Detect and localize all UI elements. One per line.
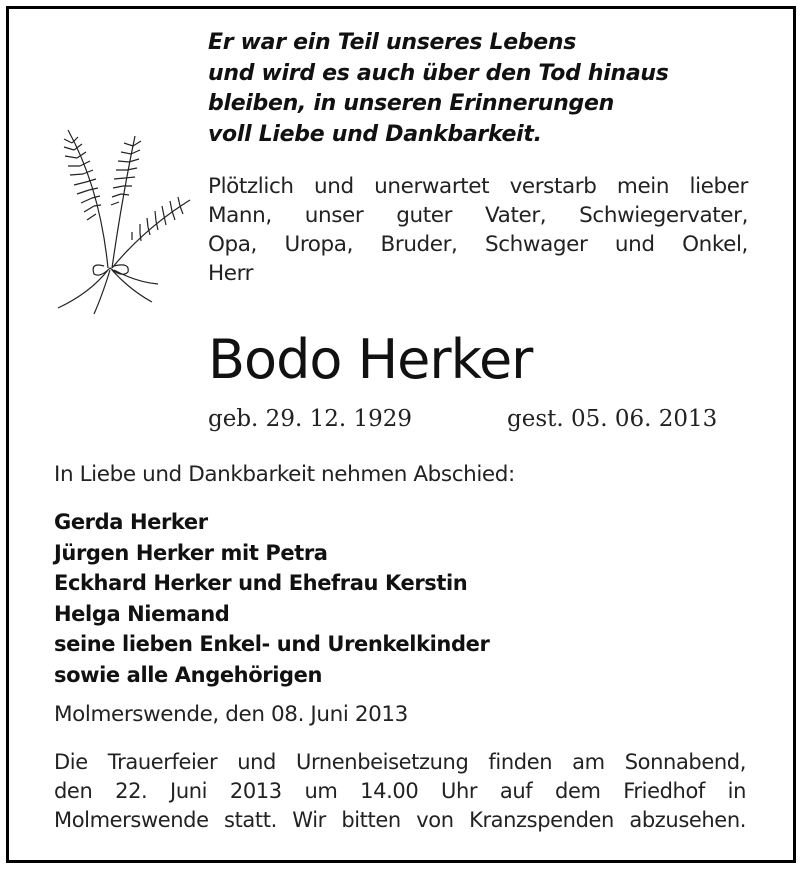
quote-line: Er war ein Teil unseres Lebens — [208, 30, 577, 55]
mourner-name: seine lieben Enkel- und Urenkelkinder — [54, 632, 490, 656]
birth-date: geb. 29. 12. 1929 — [208, 406, 412, 432]
mourners-list — [54, 507, 489, 690]
fern-icon — [40, 118, 210, 318]
death-date: gest. 05. 06. 2013 — [507, 406, 718, 432]
death-announcement — [208, 172, 748, 288]
place-and-date: Molmerswende, den 08. Juni 2013 — [54, 702, 408, 727]
farewell-heading: In Liebe und Dankbarkeit nehmen Abschied: — [54, 462, 515, 487]
announcement-line: Opa, Uropa, Bruder, Schwager und Onkel, — [208, 232, 748, 257]
mourner-name: Helga Niemand — [54, 601, 230, 626]
announcement-line: Plötzlich und unerwartet verstarb mein lieber — [208, 174, 748, 199]
memorial-quote — [208, 28, 669, 150]
deceased-name: Bodo Herker — [208, 328, 533, 391]
quote-line: und wird es auch über den Tod hinaus — [208, 60, 669, 86]
announcement-line: Herr — [208, 261, 254, 286]
mourner-name: sowie alle Angehörigen — [54, 662, 323, 687]
quote-line: bleiben, in unseren Erinnerungen — [208, 91, 614, 116]
mourner-name: Gerda Herker — [54, 510, 208, 534]
notice-line: Die Trauerfeier und Urnenbeisetzung finden am Sonnabend, — [54, 750, 746, 774]
quote-line: voll Liebe und Dankbarkeit. — [208, 121, 542, 147]
mourner-name: Jürgen Herker mit Petra — [54, 540, 328, 565]
funeral-notice — [54, 748, 746, 835]
announcement-line: Mann, unser guter Vater, Schwiegervater, — [208, 203, 748, 228]
notice-line: den 22. Juni 2013 um 14.00 Uhr auf dem Friedhof in — [54, 779, 746, 803]
mourner-name: Eckhard Herker und Ehefrau Kerstin — [54, 571, 468, 595]
notice-line: Molmerswende statt. Wir bitten von Kranzspenden abzusehen. — [54, 808, 746, 832]
